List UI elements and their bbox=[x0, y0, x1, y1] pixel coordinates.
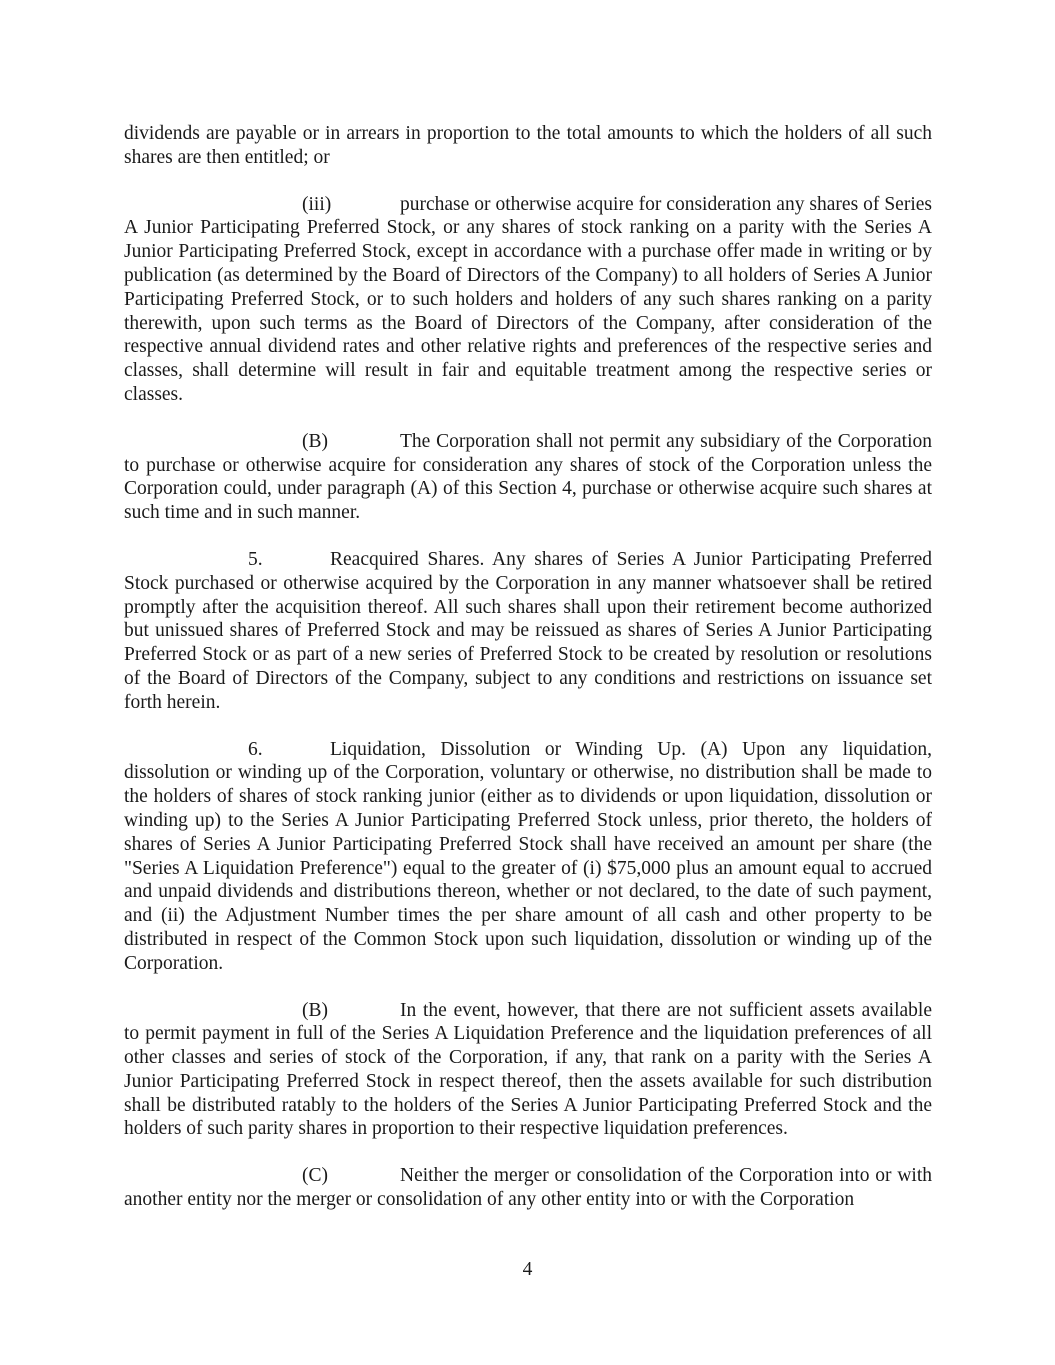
document-body bbox=[124, 122, 932, 1212]
paragraph-text: Neither the merger or consolidation of the Corporation into or with another entity nor the merger or consolidation of any other entity into or with the Corporation bbox=[124, 1165, 932, 1211]
section-6 bbox=[124, 738, 932, 976]
paragraph-text: In the event, however, that there are not sufficient assets available to permit payment in full of the Series A Liquidation Preference and the liquidation preferences of all other classes and series of stock of the Corporation, if any, that rank on a parity with the Series A Junior Participating Preferred Stock in respect thereof, then the assets available for such distribution shall be distributed ratably to the holders of the Series A Junior Participating Preferred Stock and the holders of such parity shares in proportion to their respective liquidation preferences. bbox=[124, 999, 932, 1140]
section-heading: Liquidation, Dissolution or Winding Up. bbox=[330, 738, 686, 760]
section-heading: Reacquired Shares. bbox=[330, 548, 485, 570]
paragraph-4b bbox=[124, 430, 932, 525]
paragraph-marker: (B) bbox=[302, 430, 328, 452]
paragraph-continuation bbox=[124, 122, 932, 170]
paragraph-6b bbox=[124, 999, 932, 1142]
section-number: 6. bbox=[248, 738, 263, 760]
section-5 bbox=[124, 548, 932, 715]
paragraph-text: The Corporation shall not permit any subsidiary of the Corporation to purchase or otherwise acquire for consideration any shares of stock of the Corporation unless the Corporation could, under paragraph (A) of this Section 4, purchase or otherwise acquire such shares at such time and in such manner. bbox=[124, 430, 932, 524]
page-number: 4 bbox=[522, 1259, 533, 1280]
paragraph-text: (A) Upon any liquidation, dissolution or winding up of the Corporation, voluntary or otherwise, no distribution shall be made to the holders of shares of stock ranking junior (either as to dividends or upon liquidation, dissolution or winding up) to the Series A Junior Participating Preferred Stock unless, prior thereto, the holders of shares of Series A Junior Participating Preferred Stock shall have received an amount per share (the "Series A Liquidation Preference") equal to the greater of (i) $75,000 plus an amount equal to accrued and unpaid dividends and distributions thereon, whether or not declared, to the date of such payment, and (ii) the Adjustment Number times the per share amount of all cash and other property to be distributed in respect of the Common Stock upon such liquidation, dissolution or winding up of the Corporation. bbox=[124, 738, 932, 974]
paragraph-text: dividends are payable or in arrears in proportion to the total amounts to which the holders of all such shares are then entitled; or bbox=[124, 123, 932, 168]
section-number: 5. bbox=[248, 548, 263, 570]
paragraph-iii bbox=[124, 193, 932, 407]
paragraph-text: purchase or otherwise acquire for consideration any shares of Series A Junior Participating Preferred Stock, or any shares of stock ranking on a parity with the Series A Junior Participating Preferred Stock, except in accordance with a purchase offer made in writing or by publication (as determined by the Board of Directors of the Company) to all holders of Series A Junior Participating Preferred Stock, or to such holders and holders of any such shares ranking on a parity therewith, upon such terms as the Board of Directors of the Company, after consideration of the respective annual dividend rates and other relative rights and preferences of the respective series and classes, shall determine will result in fair and equitable treatment among the respective series or classes. bbox=[124, 193, 932, 405]
paragraph-marker: (iii) bbox=[302, 193, 332, 215]
paragraph-text: Any shares of Series A Junior Participating Preferred Stock purchased or otherwise acquired by the Corporation in any manner whatsoever shall be retired promptly after the acquisition thereof. All such shares shall upon their retirement become authorized but unissued shares of Preferred Stock and may be reissued as shares of Series A Junior Participating Preferred Stock or as part of a new series of Preferred Stock to be created by resolution or resolutions of the Board of Directors of the Company, subject to any conditions and restrictions on issuance set forth herein. bbox=[124, 548, 932, 713]
paragraph-marker: (B) bbox=[302, 999, 328, 1021]
paragraph-6c bbox=[124, 1164, 932, 1212]
paragraph-marker: (C) bbox=[302, 1165, 328, 1187]
